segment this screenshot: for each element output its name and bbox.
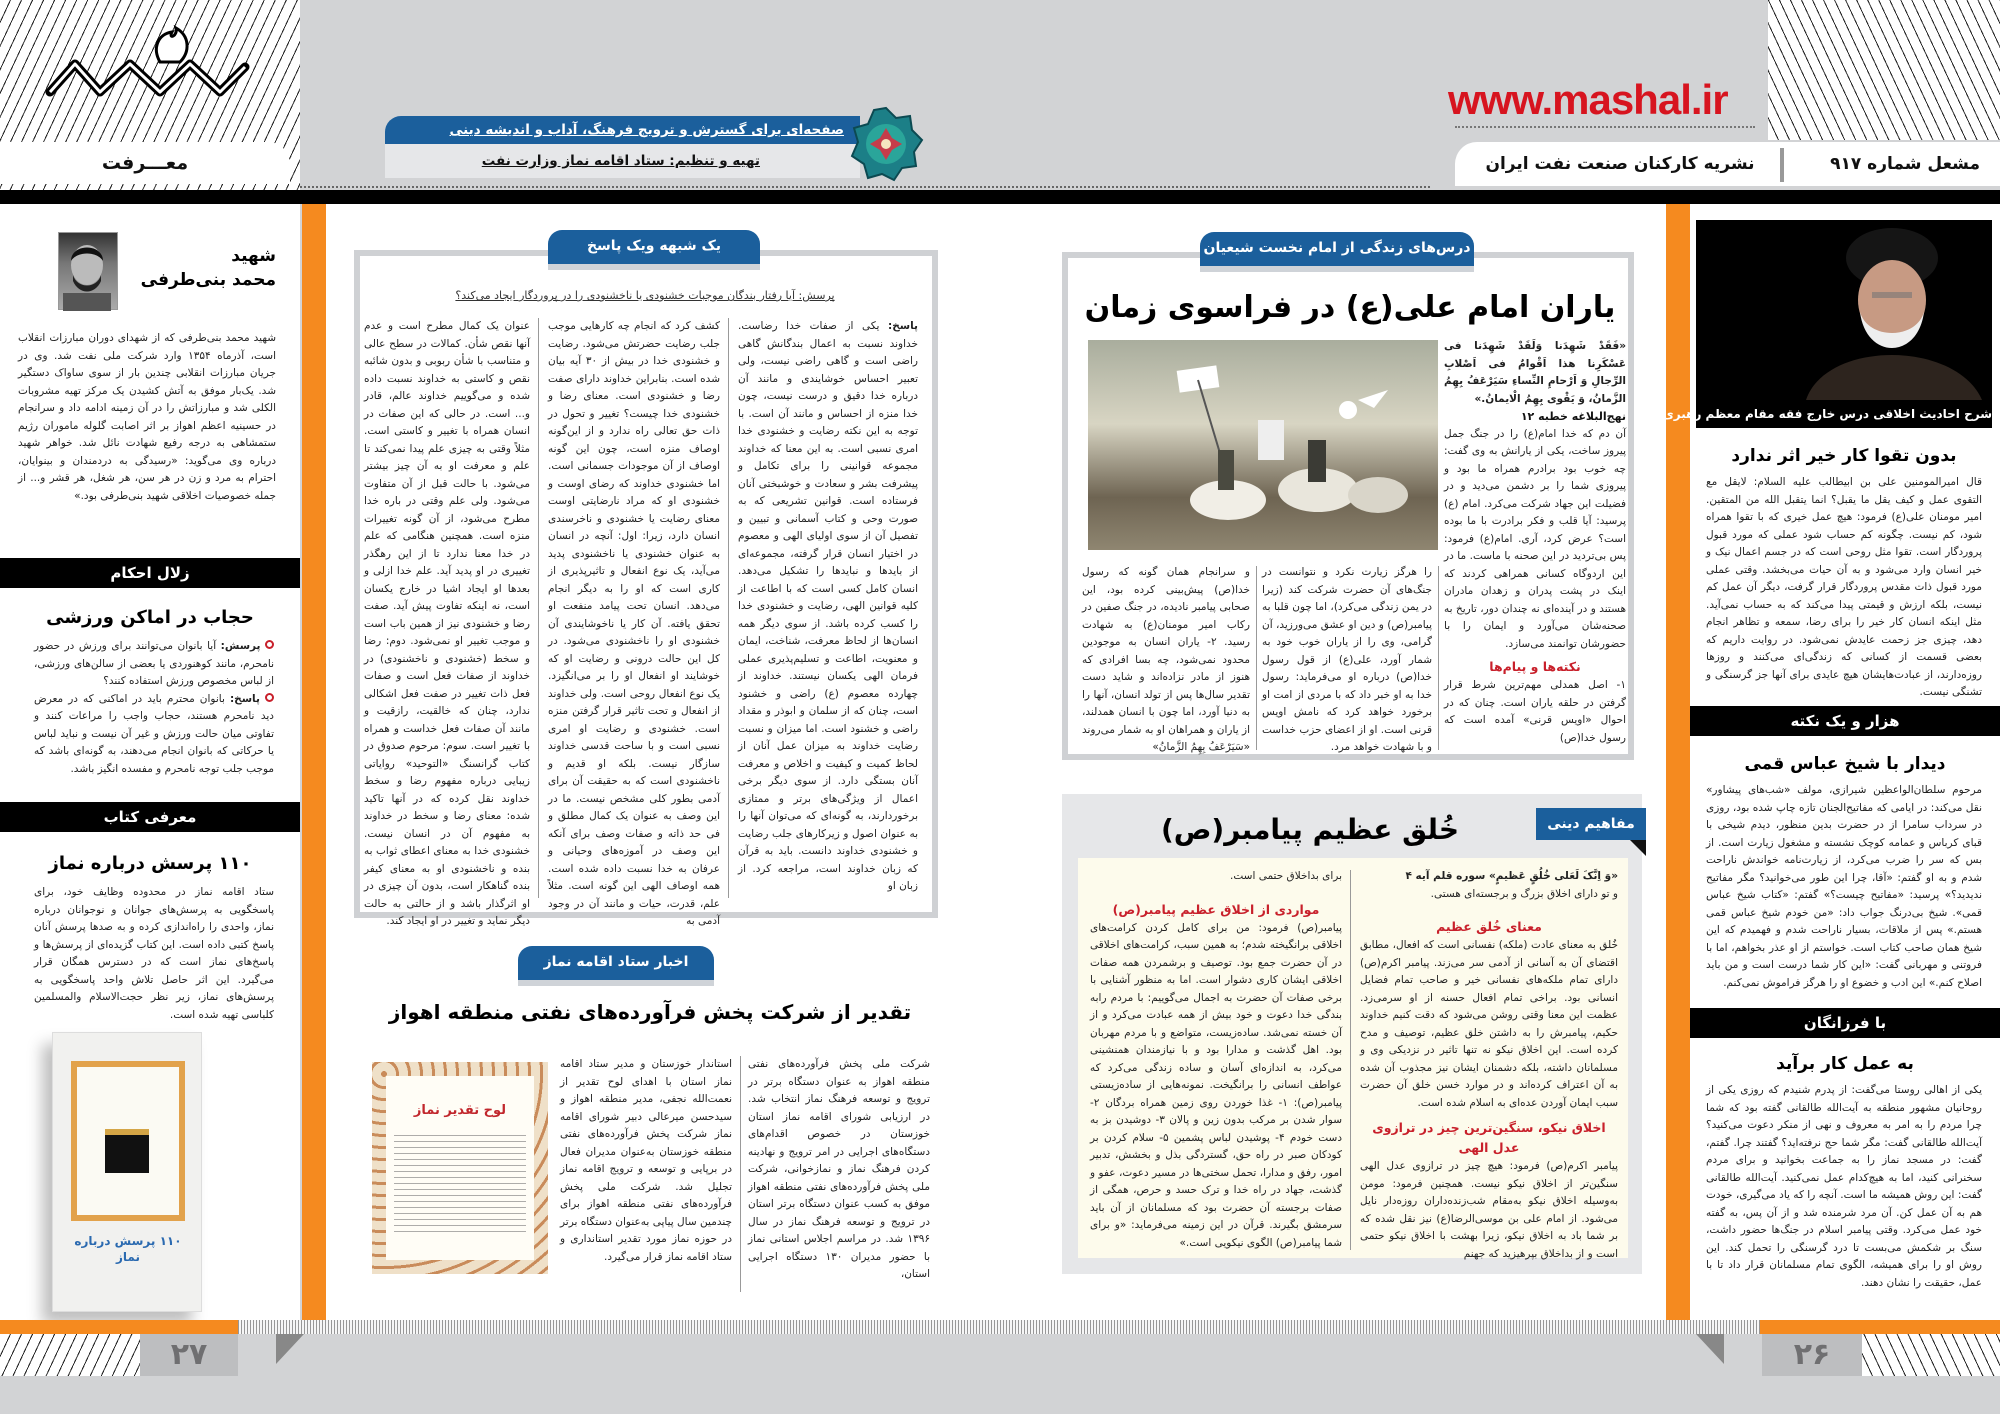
horsemen-image bbox=[1088, 340, 1438, 550]
book-description: ستاد اقامه نماز در محدوده وظایف خود، برای پاسخگویی به پرسش‌های جوانان و نوجوانان درباره نماز، واحدی را راه‌اندازی کرده و به صدها پرسش آنان پاسخ کتبی داده است. این کتاب گزیده‌ای از پرسش‌ها و پاسخ‌های نماز است که در دسترس همگان قرار می‌گیرد. این اثر حاصل تلاش واحد پاسخگویی به پرسش‌های نماز، زیر نظر حجت‌الاسلام والمسلمین کلباسی تهیه شده است. bbox=[34, 886, 274, 1021]
imam-ali-quote: «فَقَدْ شَهِدَنا وَلَقَدْ شَهِدَنا فی عَسْکَرِنا هذا اَقْوامٌ فی اَصْلابِ الرِّجالِ وَ اَرْحامِ النِّساءِ سَیَرْعَفُ بِهِمُ الزَّمانُ، وَ یَقْوی بِهِمُ الْایمانُ.» bbox=[1444, 340, 1626, 405]
website: www.mashal.ir bbox=[1448, 76, 1728, 123]
column-divider bbox=[538, 318, 539, 898]
kholgh-body-1: خُلق به معنای عادت (ملکه) نفسانی است که افعال، مطابق اقتضای آن به آسانی از آدمی سر می‌زند. پیامبر اکرم(ص) دارای تمام ملکه‌های نفسانی خیر و صاحب تمام فضایل انسانی بود. براخی تمام افعال حسنه از او سرمی‌زد. عظمت این معنا وقتی روشن می‌شود که دقت کنیم خداوند حکیم، پیامبرش را به داشتن خلق عظیم، توصیف و مدح کرده است. این اخلاق نیکو نه تنها تاثیر در نزدیکی وی و مسلمانان داشته، بلکه دشمنان ایشان نیز مجذوب آن شده به آن اعتراف کرده‌اند و در موارد خسن خلق آن حضرت سبب ایمان آوردن عده‌ای به اسلام شده است. bbox=[1360, 939, 1618, 1109]
kholgh-subheading-2: اخلاق نیکو، سنگین‌ترین چیز در ترازوی عدل الهی bbox=[1372, 1120, 1606, 1155]
hezar-title: دیدار با شیخ عباس قمی bbox=[1744, 754, 1946, 774]
taqwa-body: قال امیرالمومنین علی بن ابیطالب علیه السلام: لایقل مع التقوی عمل و کیف یقل ما یقبل؟ انما یتقبل الله من المتقین. امیر مومنان علی(ع) فرمود: هیچ عمل خیری که با تقوا همراه شود، کم نیست. چگونه کم حساب شود عملی که مورد قبول پروردگار است. تقوا مثل روحی است که در جسم اعمال نیک و خیر انسان وارد می‌شود و به آن حیات می‌بخشد. وقتی عملی مورد قبول ذات مقدس پروردگار قرار گرفت، دیگر آن عمل کم نیست، بلکه ارزش و قیمتی پیدا می‌کند که به حساب نمی‌آید. مثل اینکه انسان کار خیر را برای رضا، سمعه و تظاهر انجام دهد، چیزی جز زحمت عایدش نمی‌شود. در روایت داریم که بعضی قسمت از کسانی که زندگی‌ای می‌کنند و روزها روزه‌دارند، از عبادت‌هایشان هیچ عایدی برای آنها جز گرسنگی و تشنگی نیست. bbox=[1706, 476, 1982, 698]
kholgh-verse: «وَ اِنَّکَ لَعَلی خُلُقٍ عَظیمٍ» سوره قلم آیه ۴ bbox=[1405, 870, 1618, 882]
kaaba-icon bbox=[105, 1129, 149, 1173]
dotted-rule bbox=[300, 186, 1430, 188]
section-header-book-intro: معرفی کتاب bbox=[0, 802, 300, 832]
ahkam-title: حجاب در اماکن ورزشی bbox=[46, 607, 254, 628]
banner bbox=[385, 116, 860, 182]
tab-corner bbox=[1630, 840, 1646, 856]
imam-ali-col2: را هرگز زیارت نکرد و نتوانست در جنگ‌های آن حضرت شرکت کند (زیرا در یمن زندگی می‌کرد)، اما چون قلبا به پیامبر(ص) و دین او عشق می‌ورزید، آن گرامی، وی را از یاران خوب خود به شمار آورد، علی(ع) از قول رسول خدا(ص) درباره او می‌فرماید: رسول خدا به او خبر داد که با مردی از امت او برخورد خواهد کرد که نامش اویس قرنی است. او از اعضای حزب خداست و با شهادت خواهد مرد. bbox=[1262, 566, 1432, 753]
portrait-icon bbox=[57, 233, 117, 311]
answer-label: پاسخ: bbox=[229, 692, 260, 705]
certificate-inner bbox=[386, 1076, 534, 1260]
shobhe-col3: عنوان یک کمال مطرح است و عدم آنها نقص شأن. کمالات در سطح عالی و متناسب با شأن ربوبی و بدون شائبه نقص و کاستی به خداوند نسبت داده شده و می‌گوییم خداوند عالم، قادر و... است. در حالی که این صفات در انسان همراه با تغییر و کاستی است. مثلاً وقتی به چیزی علم پیدا نمی‌کند تا علم و معرفت او به آن چیز بیشتر می‌شود. با حالت قبل از آن متفاوت می‌شود. ولی علم وقتی در باره خدا مطرح می‌شود، از آن گونه تغییرات منزه است. همچنین هنگامی که علم در خدا معنا ندارد تا از این رهگذر تغییری در او پدید آید. علم خدا ازلی و بعدها او ایجاد اشیا در خارج یکسان است، نه اینکه تفاوت پیش آید. صفت رضا و خشنودی نیز از همین باب است و موجب تغییر او نمی‌شود. دوم: رضا و سخط (خشنودی و ناخشنودی) در خداوند از صفات فعل است و صفات فعل ذات تغییر در صفت فعل اشکالی ندارد، چنان که خالقیت، رازقیت و مانند آن صفات فعل خداست و همراه با تغییر است. سوم: مرحوم صدوق در کتاب گرانسنگ «التوحید» روایاتی زیبایی درباره مفهوم رضا و سخط خداوند نقل کرده که در آنها تاکید شده: معنای رضا و سخط در خداوند به مفهوم آن در انسان نیست. خشنودی خدا به معنای اعطای ثواب به بنده و ناخشنودی او به معنای کیفر بنده گناهکار است، بدون آن چیزی در او اثرگذار باشد و از حالتی به حالت دیگر نماید و تغییر در او ایجاد کند. bbox=[364, 320, 530, 927]
akhbar-col1: شرکت ملی پخش فرآورده‌های نفتی منطقه اهواز به عنوان دستگاه برتر در ترویج و توسعه فرهنگ نماز انتخاب شد. در ارزیابی شورای اقامه نماز استان خوزستان در خصوص اقدام‌های دستگاه‌های اجرایی در امر ترویج و نهادینه کردن فرهنگ نماز و نمازخوانی، شرکت ملی پخش فرآورده‌های نفتی منطقه اهواز موفق به کسب عنوان دستگاه برتر استان در ترویج و توسعه فرهنگ نماز در سال ۱۳۹۶ شد. در مراسم اجلاس استانی نماز با حضور مدیران ۱۳۰ دستگاه اجرایی استان، bbox=[748, 1058, 930, 1280]
kholgh-left-column bbox=[1090, 868, 1342, 1252]
page-number-right: ۲۶ bbox=[1762, 1334, 1862, 1376]
imam-ali-tab: درس‌های زندگی از امام نخست شیعیان bbox=[1200, 232, 1474, 272]
akhbar-tab: اخبار ستاد اقامه نماز bbox=[518, 946, 714, 986]
column-divider bbox=[1438, 566, 1439, 750]
book-cover-title: ۱۱۰ پرسش درباره نماز bbox=[74, 1234, 182, 1264]
question-label: پرسش: bbox=[220, 640, 261, 652]
mashal-logo-icon bbox=[40, 22, 260, 122]
shobhe-col1-text: یکی از صفات خدا رضاست. خداوند نسبت به اعمال بندگانش گاهی راضی است و گاهی راضی نیست، ولی تعبیر احساس خوشایندی و مانند آن درباره خدا دقیق و درست نیست، چون خدا منزه از احساس و مانند آن است. با توجه به این نکته رضایت و خشنودی خدا امری نسبی است. به این معنا که خداوند مجموعه قوانینی را برای تکامل و پیشرفت بشر و سعادت و خوشبختی آنان فرستاده است. قوانین تشریعی که به صورت وحی و کتاب آسمانی و تبیین و تفصیل آن از سوی اولیای الهی و معصوم در اختیار انسان قرار گرفته، مجموعه‌ای از بایدها و نبایدها را تشکیل می‌دهد. انسان کامل کسی است که با اطاعت از کلیه قوانین الهی، رضایت و خشنودی خدا را کسب کرده باشد. از سوی دیگر همه انسان‌ها از لحاظ معرفت، شناخت، ایمان و معنویت، اطاعت و تسلیم‌پذیری عملی فرمان الهی یکسان نیستند. خداوند از چهارده معصوم (ع) راضی و خشنود است، چنان که از سلمان و ابوذر و مقداد راضی و خشنود است. اما میزان و نسبت رضایت خداوند به میزان عمل آنان از لحاظ کمیت و کیفیت و اخلاص و معرفت آنان بستگی دارد. از سوی دیگر برخی اعمال از ویژگی‌های برتر و ممتازی برخوردارند، به گونه‌ای که می‌توان آنها را به عنوان اصول و زیرکارهای جلب رضایت و خشنودی خداوند دانست. باید به قرآن که زبان خداوند است، مراجعه کرد. از زبان او bbox=[738, 320, 918, 892]
horse-riders-icon bbox=[1088, 340, 1438, 550]
martyr-bio: شهید محمد بنی‌طرفی که از شهدای دوران مبارزات انقلاب است، آذرماه ۱۳۵۴ وارد شرکت ملی نفت شد. وی در جریان مبارزات انقلابی چندین بار از سوی ساواک دستگیر شد. یک‌بار موفق به آتش کشیدن یک مرکز تهیه مشروبات الکلی شد و مبارزاتش را در آن زمینه ادامه داد و سرانجام در حسینیه اعظم اهواز بر اثر اصابت گلوله ماموران رژیم ستمشاهی به درجه رفیع شهادت نائل شد. خواهر شهید درباره وی می‌گوید: «رسیدگی به دردمندان و بینوایان، احترام به مرد و زن در هر سن، هر شغل، هر قشر و... از جمله خصوصیات اخلاقی شهید بنی‌طرفی بود.» bbox=[18, 332, 277, 502]
orange-rule-right bbox=[1666, 204, 1690, 1320]
martyr-heading bbox=[126, 244, 276, 292]
plaque-text-lines bbox=[394, 1130, 526, 1236]
kholgh-subheading-1: معنای خُلق عظیم bbox=[1436, 919, 1542, 934]
footer-triangle-right bbox=[1696, 1334, 1724, 1364]
answer-label: پاسخ: bbox=[888, 320, 918, 332]
imam-ali-subheading: نکته‌ها و پیام‌ها bbox=[1489, 659, 1581, 674]
book-cover-image bbox=[52, 1032, 202, 1312]
column-divider bbox=[1256, 566, 1257, 750]
kholgh-verse-translation: و تو دارای اخلاق بزرگ و برجسته‌ای هستی. bbox=[1430, 887, 1618, 900]
section-tab-marefat: معـــرفت bbox=[0, 142, 290, 184]
footer-orange-right bbox=[1760, 1320, 2000, 1334]
banner-line1: صفحه‌ای برای گسترش و ترویج فرهنگ، آداب و اندیشه دینی bbox=[385, 116, 860, 144]
akhbar-headline: تقدیر از شرکت پخش فرآورده‌های نفتی منطقه اهواز bbox=[388, 1000, 912, 1024]
shobhe-col1 bbox=[738, 318, 918, 906]
section-header-hezar-yek-nokte: هزار و یک نکته bbox=[1690, 706, 2000, 736]
martyr-label: شهید bbox=[231, 246, 276, 266]
hezar-body: مرحوم سلطان‌الواعظین شیرازی، مولف «شب‌های پیشاور» نقل می‌کند: در ایامی که مفاتیح‌الجنان تازه چاپ شده بود، روزی در سرداب سامرا از در حضرت بدین منظور، دیدم شیخی با قبای کرباس و عمامه کوچک نشسته و مشغول زیارت است. از بس که سر را ضرب می‌کرد، از زیارت‌نامه خواندش ناراحت شدم و به او گفتم: «آقا، چرا این طور می‌خوانید؟ مگر مفاتیح ندیدید؟» پرسید: «مفاتیح چیست؟» گفتم: «کتاب شیخ عباس قمی». شیخ بی‌درنگ جواب داد: «من خودم شیخ عباس قمی هستم.» پس از ملاقات، بسیار ناراحت شدم و فهمیدم که این شیخ همان صاحب کتاب است. خواستم از او عذر بخواهم، اما با فروتنی و مهربانی گفت: «این کار شما درست است و من باید اصلاح کنم.» این ادب و خضوع او را هرگز فراموش نمی‌کنم. bbox=[1706, 784, 1982, 989]
kholgh-headline: خُلق عظیم پیامبر(ص) bbox=[1160, 813, 1460, 846]
martyr-photo bbox=[58, 232, 118, 310]
issue-number: مشعل شماره ۹۱۷ bbox=[1830, 154, 1980, 174]
banner-line2: تهیه و تنظیم: ستاد اقامه نماز وزارت نفت bbox=[385, 144, 860, 178]
publication-name: نشریه کارکنان صنعت نفت ایران bbox=[1485, 154, 1755, 174]
column-divider bbox=[728, 318, 729, 898]
footer-hatch-left bbox=[0, 1334, 140, 1376]
column-divider bbox=[1350, 870, 1351, 1250]
kholgh-body-2: پیامبر اکرم(ص) فرمود: هیچ چیز در ترازوی عدل الهی سنگین‌تر از اخلاق نیکو نیست. همچنین فرمود: مومن به‌وسیله اخلاق نیکو به‌مقام شب‌زنده‌داران روزه‌دار نایل می‌شود. از امام علی بن موسی‌الرضا(ع) نیز نقل شده که بر شما باد به اخلاق نیکو، زیرا بهشت با اخلاق نیکو حتمی است و از بداخلاق بپرهیزید که جهنم bbox=[1360, 1160, 1618, 1260]
photo-caption: شرح احادیث اخلاقی درس خارج فقه مقام معظم رهبری bbox=[1696, 400, 1992, 428]
taqwa-title: بدون تقوا کار خیر اثر ندارد bbox=[1731, 446, 1957, 466]
mashal-logo bbox=[40, 22, 260, 122]
leader-photo bbox=[1662, 220, 1992, 428]
farzanegan-body: یکی از اهالی روستا می‌گفت: از پدرم شنیدم که روزی یکی از روحانیان مشهور منطقه به آیت‌الله طالقانی گفته بود که شما چرا مردم را به امر به معروف و نهی از منکر دعوت می‌کنید؟ آیت‌الله طالقانی گفت: مگر شما حج نرفته‌اید؟ گفتند چرا. گفتم، گفت: در مسجد نماز را به جماعت بخوانید و برای مردم سخنرانی کنید، اما به هیچ‌کدام عمل نمی‌کنید. آیت‌الله طالقانی گفت: این روش همیشه ما است. آنچه را که یاد می‌گیری، خودت هم به آن عمل کن. آن مرد شرمنده شد و از آن پس، به گفته خود عمل می‌کرد. وقتی پیامبر اسلام در جنگ‌ها حضور داشت، سنگ بر شکمش می‌بست تا درد گرسنگی را تحمل کند. این روش او را برای همیشه، الگوی تمام مسلمانان قرار داد تا با عمل، حقیقت را نشان دهند. bbox=[1706, 1084, 1982, 1289]
kholgh-body-3: پیامبر(ص) فرمود: من برای کامل کردن کرامت‌های اخلاقی برانگیخته شدم؛ به همین سبب، کرامت‌های اخلاقی در آن حضرت جمع بود. توصیف و برشمردن همه صفات اخلاقی ایشان کاری دشوار است. اما به منظور آشنایی با برخی صفات آن حضرت به اجمال می‌گوییم: با مردم رابه بندگی خدا دعوت و خود بیش از همه عبادت می‌کرد و از آن خسته نمی‌شد. ساده‌زیست، متواضع و با مردم مهربان بود. اهل گذشت و مدارا بود و با نیازمندان همنشینی می‌کرد، به اندازه‌ای آسان و ساده زندگی می‌کرد که عواطف انسانی را برانگیخت. نمونه‌هایی از ساده‌زیستی پیامبر(ص): ۱- غذا خوردن روی زمین همراه بردگان ۲- سوار شدن بر مرکب بدون زین و پالان ۳- دوشیدن بز به دست خودم ۴- پوشیدن لباس پشمین ۵- سلام کردن بر کودکان صبر در راه حق، گستردگی بذل و بخشش، تدبیر امور، رفق و مدارا، تحمل سختی‌ها در مسیر دعوت، عفو و گذشت، جهاد در راه خدا و ترک حسد و حرص، همگی از صفات برجسته آن حضرت بود که مسلمانان از آن باید سرمشق بگیرند. قرآن در این زمینه می‌فرماید: «و برای شما پیامبر(ص) الگوی نیکویی است.» bbox=[1090, 921, 1342, 1249]
kholgh-tab: مفاهیم دینی bbox=[1536, 808, 1646, 840]
ahkam-question: آیا بانوان می‌توانند برای ورزش در حضور نامحرم، مانند کوهنوردی یا بعضی از سالن‌های ورزشی، از لباس مخصوص ورزش استفاده کنند؟ bbox=[34, 640, 274, 687]
akhbar-col2: استاندار خوزستان و مدیر ستاد اقامه نماز استان با اهدای لوح تقدیر از نعمت‌الله نجفی، مدیر منطقه اهواز و سیدحسن میرعالی دبیر شورای اقامه نماز شرکت پخش فرآورده‌های نفتی منطقه خوزستان به‌عنوان مدیران فعال در برپایی و توسعه و ترویج اقامه نماز تجلیل شد. شرکت ملی پخش فرآورده‌های نفتی منطقه اهواز برای چندمین سال پیاپی به‌عنوان دستگاه برتر در حوزه نماز مورد تقدیر استانداری و ستاد اقامه نماز قرار می‌گیرد. bbox=[560, 1058, 732, 1263]
footer-orange-left bbox=[0, 1320, 238, 1334]
imam-ali-col3: و سرانجام همان گونه که رسول خدا(ص) پیش‌بینی کرده بود، این صحابی پیامبر نادیده، در جنگ صفین در رکاب امیر مومنان(ع) به شهادت رسید. ۲- یاران انسان به موجودین محدود نمی‌شود، چه بسا افرادی که هنوز از مادر نزاده‌اند و شاید دست تقدیر سال‌ها پس از تولد انسان، آنها را به دنیا آورد، اما چون با انسان همدلند، از یاران و همراهان او به شمار می‌روند «سَیَرْعَفُ بِهِمُ الزَّمانُ» bbox=[1082, 566, 1250, 753]
section-header-ba-farzanegan: با فرزانگان bbox=[1690, 1008, 2000, 1038]
column-divider bbox=[740, 1056, 741, 1292]
section-header-zolal-ahkam: زلال احکام bbox=[0, 558, 300, 588]
dotted-rule-right bbox=[1455, 126, 1755, 128]
shobhe-question: پرسش: آیا رفتار بندگان موجبات خشنودی یا ناخشنودی را در پروردگار ایجاد می‌کند؟ bbox=[455, 289, 835, 302]
imam-ali-col1: آن دم که خدا امام(ع) را در جنگ جمل پیروز ساخت، یکی از یارانش به وی گفت: چه خوب بود برادرم همراه ما بود و پیروزی شما را بر دشمن می‌دید و در فضیلت این جهاد شرکت می‌کرد. امام (ع) پرسید: آیا قلب و فکر برادرت با ما بوده است؟ عرض کرد، آری. امام(ع) فرمود: پس بی‌تردید در این صحنه با ماست. ما در این اردوگاه کسانی همراهی کردند که اینک در پشت پدران و زهدان مادران هستند و در آینده‌ای نه چندان دور، تاریخ به صحنه‌شان می‌آورد و ایمان را با حضورشان توانمند می‌سازد. bbox=[1444, 427, 1626, 650]
imam-ali-right-column bbox=[1444, 338, 1626, 752]
ahkam-answer: بانوان محترم باید در اماکنی که در معرض دید نامحرم هستند، حجاب واجب را مراعات کنند و تفاوتی میان حالت ورزش و غیر آن نیست و نباید لباس یا حرکاتی که بانوان انجام می‌دهند، به گونه‌ای باشد که موجب جلب توجه نامحرم و مفسده انگیز باشد. bbox=[34, 692, 274, 775]
bullet-icon bbox=[265, 640, 274, 649]
footer-dots bbox=[238, 1320, 1760, 1334]
page-number-left: ۲۷ bbox=[140, 1334, 238, 1376]
kholgh-subheading-3: مواردی از اخلاق عظیم پیامبر(ص) bbox=[1112, 901, 1320, 917]
plaque-title: لوح تقدیر نماز bbox=[413, 1103, 507, 1118]
ornament-icon bbox=[848, 106, 924, 182]
imam-ali-headline: یاران امام علی(ع) در فراسوی زمان bbox=[1084, 290, 1616, 325]
martyr-name: محمد بنی‌طرفی bbox=[140, 270, 276, 290]
book-title: ۱۱۰ پرسش درباره نماز bbox=[48, 853, 252, 874]
shobhe-tab: یک شبهه ویک پاسخ bbox=[548, 230, 760, 270]
farzanegan-title: به عمل کار برآید bbox=[1776, 1054, 1914, 1074]
header-black-bar bbox=[0, 190, 2000, 204]
kholgh-right-column bbox=[1360, 868, 1618, 1260]
ahkam-qa bbox=[34, 638, 274, 796]
quote-source: نهج‌البلاغه خطبه ۱۲ bbox=[1520, 410, 1626, 423]
bullet-icon bbox=[265, 693, 274, 702]
certificate-plaque-image bbox=[372, 1062, 548, 1274]
shobhe-col2: کشف کرد که انجام چه کارهایی موجب جلب رضایت حضرتش می‌شود. رضایت و خشنودی خدا در بیش از ۳۰ آیه بیان شده است. بنابراین خداوند دارای صفت رضا و خشنودی است. معنای رضا و خشنودی خدا چیست؟ تغییر و تحول در ذات حق تعالی راه ندارد و از این‌گونه اوصاف منزه است، چون این گونه اوصاف از آن موجودات جسمانی است. اما خشنودی خداوند که رضای اوست و خشنودی او که مراد نارضایتی اوست معنای رضایت یا خشنودی و ناخرسندی انسان دارد، زیرا: اول: آنچه در انسان به عنوان خشنودی یا ناخشنودی پدید می‌آید، یک نوع انفعال و تاثیرپذیری از کاری است که او را به دیگر انجام می‌دهد. انسان تحت پیامد منفعت او تحقق یافته. آن کار یا ناخوشایندی آن خشنودی او را ناخشنودی می‌شود. در کل این حالت درونی و رضایت او که خوشایند او انفعال او را بر می‌انگیزد. یک نوع انفعال روحی است. ولی خداوند از انفعال و تحت تاثیر قرار گرفتن منزه است. خشنودی و رضایت او امری نسبی است و با ساحت قدسی خداوند سازگار نیست. بلکه او قدیم و ناخشنودی است که به حقیقت آن برای آدمی بطور کلی مشخص نیست. ما در این وصف به عنوان یک کمال مطلق و فی حد ذاته و صفات وصف برای آنکه این وصف در آموزه‌های وحیانی و عرفان به خدا نسبت داده شده است. همه اوصاف الهی این گونه است. مثلاً علم، قدرت، حیات و مانند آن در وجود آدمی به bbox=[548, 320, 720, 927]
portrait-icon bbox=[1696, 220, 1992, 400]
imam-ali-col1b: ۱- اصل همدلی مهم‌ترین شرط قرار گرفتن در حلقه یاران است. چنان که در احوال «اویس قرنی» آمده است که رسول خدا(ص) bbox=[1444, 679, 1626, 744]
kholgh-body-3a: برای بداخلاق حتمی است. bbox=[1230, 870, 1342, 882]
footer-hatch-right bbox=[1862, 1334, 2000, 1376]
header-hatch-right bbox=[1768, 0, 2000, 140]
divider bbox=[1780, 148, 1784, 182]
footer-triangle-left bbox=[276, 1334, 304, 1364]
orange-rule-left bbox=[302, 204, 326, 1320]
